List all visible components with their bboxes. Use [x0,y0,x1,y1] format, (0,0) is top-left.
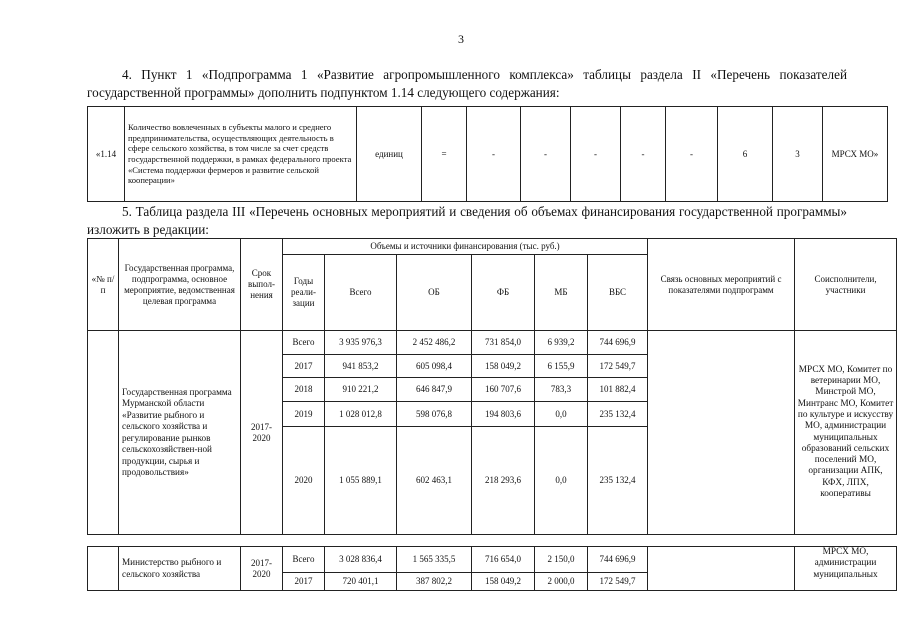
indicator-cell: - [521,107,571,202]
term-cell: 2017-2020 [241,547,283,591]
ob-cell: 1 565 335,5 [397,547,472,573]
mb-cell: 0,0 [535,402,588,427]
header-term: Срок выпол-нения [241,239,283,331]
header-fb: ФБ [472,255,535,331]
ob-cell: 602 463,1 [397,427,472,535]
indicator-cell: = [422,107,467,202]
indicator-cell: 6 [718,107,773,202]
indicator-cell: - [666,107,718,202]
indicator-table [87,106,888,202]
fb-cell: 218 293,6 [472,427,535,535]
link-cell [648,547,795,591]
mb-cell: 0,0 [535,427,588,535]
year-cell: 2017 [283,355,325,378]
indicator-cell: 3 [773,107,823,202]
spacer-row [88,535,897,547]
header-mb: МБ [535,255,588,331]
ob-cell: 646 847,9 [397,378,472,402]
header-ob: ОБ [397,255,472,331]
total-cell: 1 055 889,1 [325,427,397,535]
paragraph-4-text: 4. Пункт 1 «Подпрограмма 1 «Развитие агропромышленного комплекса» таблицы раздела II «Перечень показателей государственной программы» дополнить подпунктом 1.14 следующего содержания: [87,67,847,100]
table-row [88,547,897,573]
fb-cell: 731 854,0 [472,331,535,355]
paragraph-4 [87,66,847,102]
vbs-cell: 172 549,7 [588,355,648,378]
year-cell: Всего [283,547,325,573]
fb-cell: 158 049,2 [472,573,535,591]
paragraph-5-text: 5. Таблица раздела III «Перечень основных мероприятий и сведения об объемах финансирования государственной программы» изложить в редакции: [87,204,847,237]
header-years: Годы реали-зации [283,255,325,331]
header-row [88,239,897,255]
header-link: Связь основных мероприятий с показателями подпрограмм [648,239,795,331]
coexecutors-cell: МРСХ МО, администрации муниципальных [795,547,897,591]
indicator-cell: - [571,107,621,202]
paragraph-5 [87,203,847,239]
vbs-cell: 235 132,4 [588,402,648,427]
total-cell: 3 935 976,3 [325,331,397,355]
num-cell [88,331,119,535]
total-cell: 910 221,2 [325,378,397,402]
header-program: Государственная программа, подпрограмма, основное мероприятие, ведомственная целевая программа [119,239,241,331]
year-cell: 2017 [283,573,325,591]
mb-cell: 6 155,9 [535,355,588,378]
year-cell: 2018 [283,378,325,402]
vbs-cell: 744 696,9 [588,331,648,355]
indicator-description: Количество вовлеченных в субъекты малого и среднего предпринимательства, осуществляющих деятельность в сфере сельского хозяйства, в том числе за счет средств государственной поддержки, в рамках федерального проекта «Система поддержки фермеров и развитие сельской кооперации» [125,107,357,202]
indicator-responsible: МРСХ МО» [823,107,888,202]
page-number: 3 [458,32,464,46]
header-coexecutors: Соисполнители, участники [795,239,897,331]
ob-cell: 605 098,4 [397,355,472,378]
coexecutors-cell: МРСХ МО, Комитет по ветеринарии МО, Минстрой МО, Минтранс МО, Комитет по культуре и искусству МО, администрации муниципальных образований сельских поселений МО, организации АПК, КФХ, ЛПХ, кооперативы [795,331,897,535]
indicator-number: «1.14 [88,107,125,202]
num-cell [88,547,119,591]
mb-cell: 783,3 [535,378,588,402]
header-funding: Объемы и источники финансирования (тыс. руб.) [283,239,648,255]
mb-cell: 6 939,2 [535,331,588,355]
header-num: «№ п/п [88,239,119,331]
year-cell: 2020 [283,427,325,535]
vbs-cell: 172 549,7 [588,573,648,591]
vbs-cell: 744 696,9 [588,547,648,573]
mb-cell: 2 150,0 [535,547,588,573]
spacer-cell [88,535,897,547]
ob-cell: 387 802,2 [397,573,472,591]
vbs-cell: 101 882,4 [588,378,648,402]
total-cell: 720 401,1 [325,573,397,591]
total-cell: 1 028 012,8 [325,402,397,427]
fb-cell: 716 654,0 [472,547,535,573]
term-cell: 2017-2020 [241,331,283,535]
program-cell: Государственная программа Мурманской области «Развитие рыбного и сельского хозяйства и регулирование рынков сельскохозяйствен-ной продукции, сырья и продовольствия» [119,331,241,535]
indicator-cell: - [467,107,521,202]
ob-cell: 598 076,8 [397,402,472,427]
indicator-unit: единиц [357,107,422,202]
indicator-cell: - [621,107,666,202]
table-row [88,331,897,355]
fb-cell: 158 049,2 [472,355,535,378]
header-vbs: ВБС [588,255,648,331]
fb-cell: 194 803,6 [472,402,535,427]
link-cell [648,331,795,535]
year-cell: Всего [283,331,325,355]
total-cell: 3 028 836,4 [325,547,397,573]
vbs-cell: 235 132,4 [588,427,648,535]
indicator-row [88,107,888,202]
year-cell: 2019 [283,402,325,427]
mb-cell: 2 000,0 [535,573,588,591]
fb-cell: 160 707,6 [472,378,535,402]
program-cell: Министерство рыбного и сельского хозяйства [119,547,241,591]
ob-cell: 2 452 486,2 [397,331,472,355]
header-total: Всего [325,255,397,331]
financing-table [87,238,897,591]
total-cell: 941 853,2 [325,355,397,378]
